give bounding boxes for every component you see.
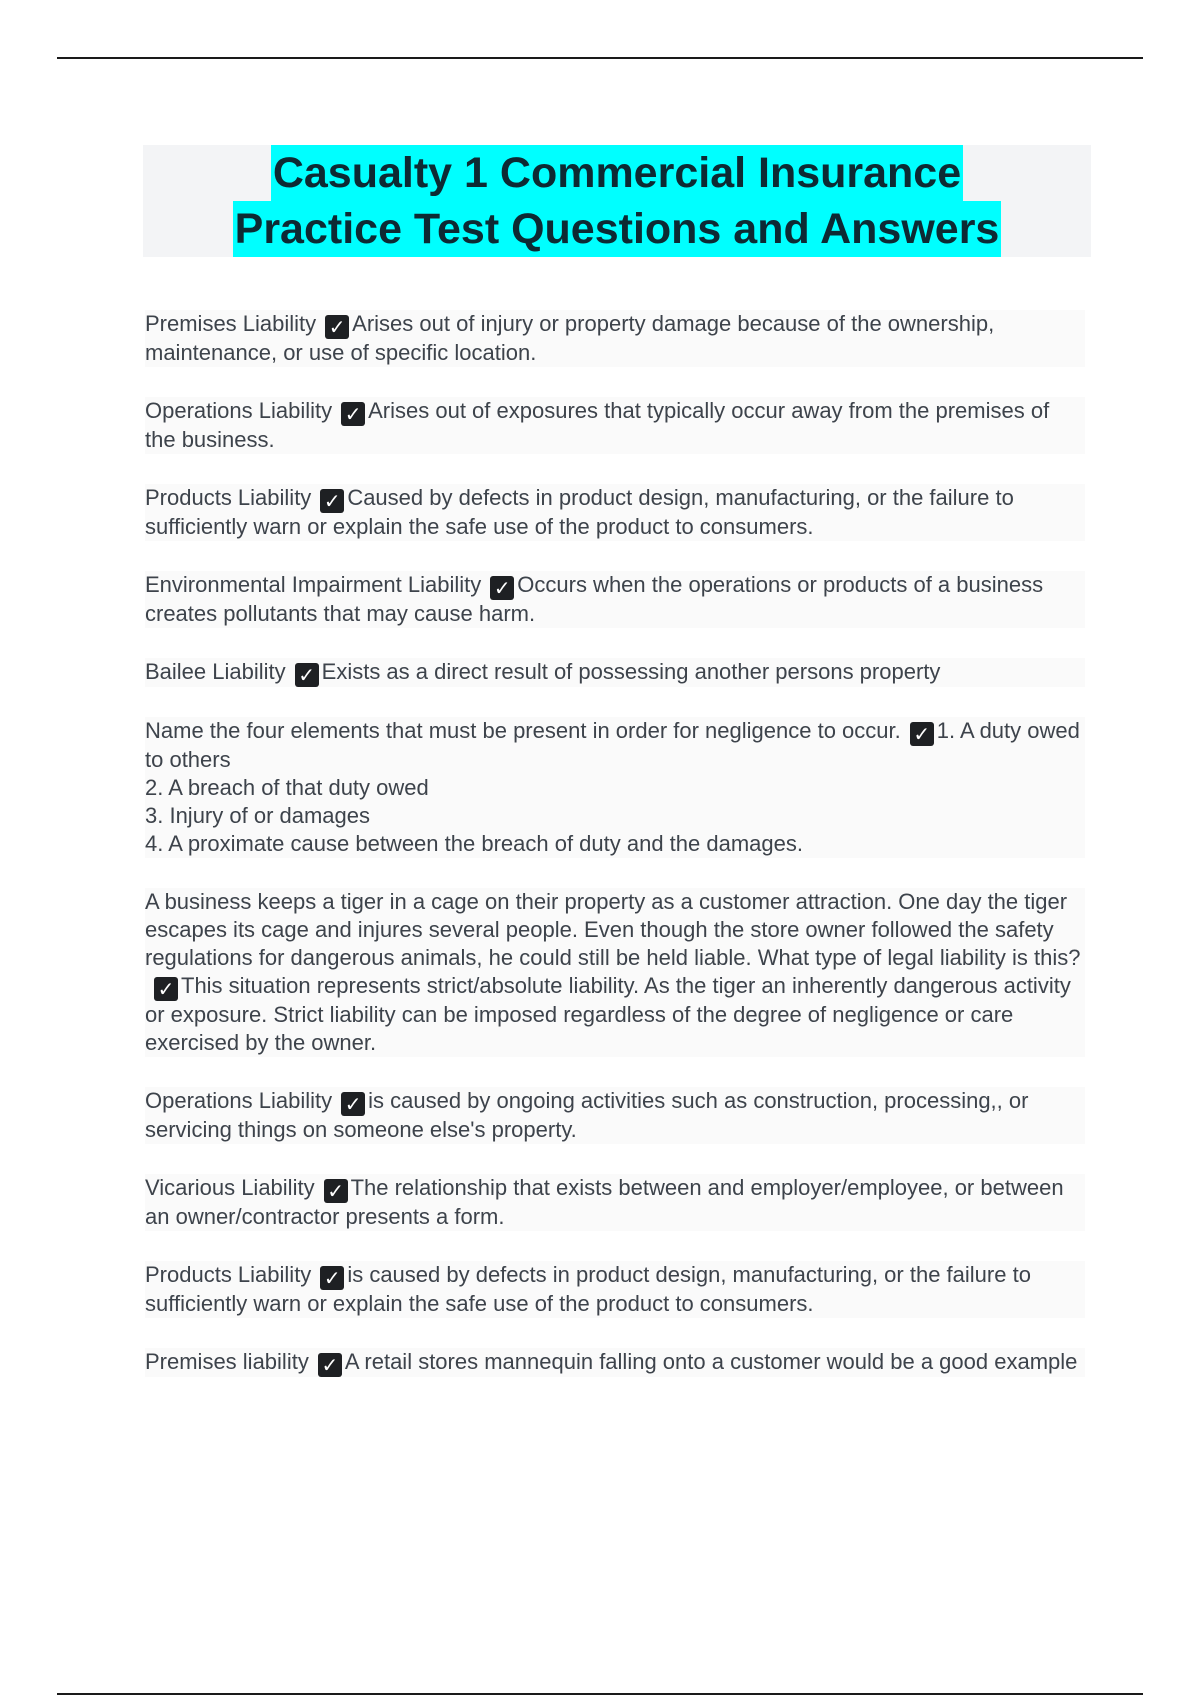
checkmark-icon: ✓ (490, 576, 514, 600)
qa-term: Products Liability (145, 485, 312, 510)
checkmark-icon: ✓ (320, 1266, 344, 1290)
qa-item (145, 658, 1085, 687)
top-divider (57, 57, 1143, 59)
qa-answer: Occurs when the operations or products of a business creates pollutants that may cause harm. (145, 572, 1044, 626)
qa-answer: Arises out of exposures that typically occur away from the premises of the business. (145, 398, 1050, 452)
checkmark-icon: ✓ (341, 402, 365, 426)
checkmark-icon: ✓ (154, 977, 178, 1001)
qa-answer: Arises out of injury or property damage because of the ownership, maintenance, or use of specific location. (145, 311, 995, 365)
qa-list (145, 310, 1085, 1407)
qa-answer: 1. A duty owed to others 2. A breach of that duty owed 3. Injury of or damages 4. A proximate cause between the breach of duty and the damages. (145, 718, 1080, 856)
qa-item (145, 1348, 1085, 1377)
qa-term: Bailee Liability (145, 659, 286, 684)
qa-term: Products Liability (145, 1262, 312, 1287)
qa-item (145, 888, 1085, 1057)
qa-term: A business keeps a tiger in a cage on their property as a customer attraction. One day the tiger escapes its cage and injures several people. Even though the store owner followed the safety regulations for dangerous animals, he could still be held liable. What type of legal liability is this? (145, 889, 1081, 970)
checkmark-icon: ✓ (320, 489, 344, 513)
qa-term: Name the four elements that must be present in order for negligence to occur. (145, 718, 901, 743)
document-title-line-1: Casualty 1 Commercial Insurance (271, 145, 963, 201)
qa-answer: is caused by defects in product design, manufacturing, or the failure to sufficiently warn or explain the safe use of the product to consumers. (145, 1262, 1031, 1316)
qa-term: Environmental Impairment Liability (145, 572, 482, 597)
qa-answer: Exists as a direct result of possessing another persons property (321, 659, 941, 684)
qa-item (145, 1174, 1085, 1231)
qa-answer: The relationship that exists between and employer/employee, or between an owner/contractor presents a form. (145, 1175, 1064, 1229)
qa-term: Premises Liability (145, 311, 317, 336)
qa-item (145, 310, 1085, 367)
qa-item (145, 571, 1085, 628)
qa-answer: This situation represents strict/absolute liability. As the tiger an inherently dangerous activity or exposure. Strict liability can be imposed regardless of the degree of negligence or care exercised by the owner. (145, 973, 1071, 1055)
bottom-divider (57, 1693, 1143, 1695)
checkmark-icon: ✓ (325, 315, 349, 339)
qa-term: Operations Liability (145, 398, 333, 423)
qa-term: Vicarious Liability (145, 1175, 315, 1200)
qa-item (145, 484, 1085, 541)
qa-answer: A retail stores mannequin falling onto a customer would be a good example (344, 1349, 1078, 1374)
qa-answer: is caused by ongoing activities such as construction, processing,, or servicing things on someone else's property. (145, 1088, 1029, 1142)
checkmark-icon: ✓ (324, 1179, 348, 1203)
qa-item (145, 397, 1085, 454)
checkmark-icon: ✓ (318, 1353, 342, 1377)
qa-item (145, 1261, 1085, 1318)
checkmark-icon: ✓ (910, 722, 934, 746)
checkmark-icon: ✓ (295, 663, 319, 687)
qa-item (145, 717, 1085, 858)
checkmark-icon: ✓ (341, 1092, 365, 1116)
qa-answer: Caused by defects in product design, manufacturing, or the failure to sufficiently warn or explain the safe use of the product to consumers. (145, 485, 1014, 539)
title-block (143, 145, 1091, 257)
document-title-line-2: Practice Test Questions and Answers (233, 201, 1002, 257)
qa-term: Operations Liability (145, 1088, 333, 1113)
qa-term: Premises liability (145, 1349, 309, 1374)
qa-item (145, 1087, 1085, 1144)
